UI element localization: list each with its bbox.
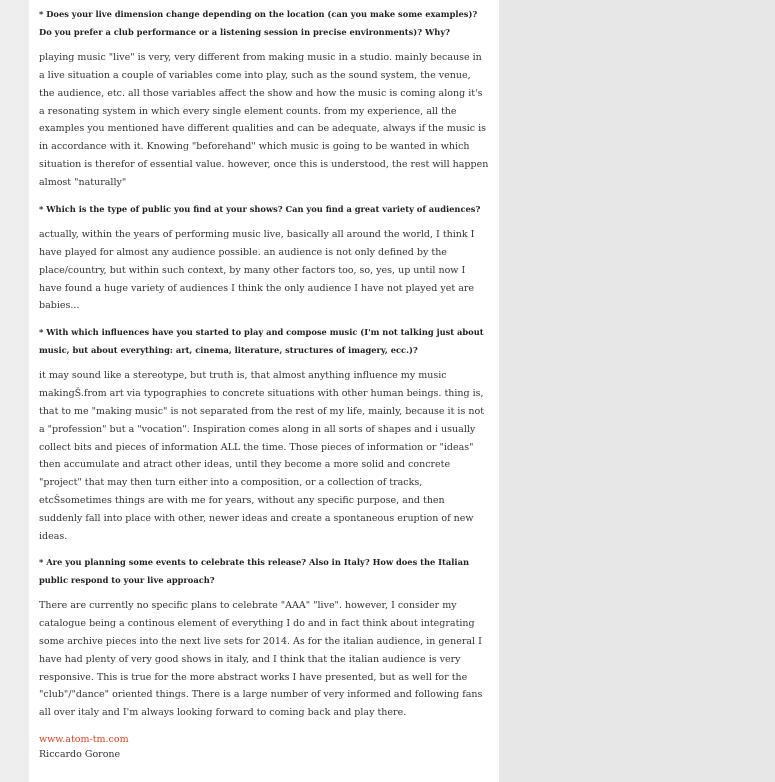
question-2: * Which is the type of public you find at your shows? Can you find a great variety of audiences? xyxy=(39,203,481,214)
answer-1: playing music "live" is very, very different from making music in a studio. mainly because in a live situation a couple of variables come into play, such as the sound system, the venue, the audience, etc. all those variables affect the show and how the music is coming along it's a resonating system in which every single element counts. from my experience, all the examples you mentioned have different qualities and can be adequate, always if the music is in accordance with it. Knowing "beforehand" which music is going to be wanted in which situation is therefor of essential value. however, once this is understood, the rest will happen almost "naturally" xyxy=(39,52,489,188)
answer-3: it may sound like a stereotype, but truth is, that almost anything influence my music makingŠ.from art via typographies to concrete situations with other human beings. thing is, that to me "making music" is not separated from the rest of my life, mainly, because it is not a "profession" but a "vocation". Inspiration comes along in all sorts of shapes and i usually collect bits and pieces of information ALL the time. Those pieces of information or "ideas" then accumulate and atract other ideas, until they become a more solid and concrete "project" that may then turn either into a composition, or a collection of tracks, etcŠsometimes things are with me for years, without any specific purpose, and then suddenly fall into place with other, newer ideas and create a spontaneous eruption of new ideas. xyxy=(39,370,485,542)
left-gutter xyxy=(0,0,29,782)
question-4: * Are you planning some events to celebrate this release? Also in Italy? How does the Italian public respond to your live approach? xyxy=(39,557,469,585)
answer-2: actually, within the years of performing music live, basically all around the world, I think I have played for almost any audience possible. an audience is not only defined by the place/country, but within such context, by many other factors too, so, yes, up until now I have found a huge variety of audiences I think the only audience I have not played yet are babies... xyxy=(39,229,475,312)
question-3: * With which influences have you started to play and compose music (I'm not talking just about music, but about everything: art, cinema, literature, structures of imagery, ecc.)? xyxy=(39,327,484,355)
answer-4: There are currently no specific plans to celebrate "AAA" "live". however, I consider my catalogue being a continous element of everything I do and in fact think about integrating some archive pieces into the next live sets for 2014. As for the italian audience, in general I have had plenty of very good shows in italy, and I think that the italian audience is very responsive. This is true for the more abstract works I have presented, but as well for the "club"/"dance" oriented things. There is a large number of very informed and following fans all over italy and I'm always looking forward to coming back and play there. xyxy=(39,600,483,719)
right-sidebar-area xyxy=(499,0,775,782)
question-1: * Does your live dimension change depending on the location (can you make some examples)? Do you prefer a club performance or a listening session in precise environments)? Why? xyxy=(39,9,478,37)
website-link[interactable]: www.atom-tm.com xyxy=(39,734,129,746)
author-name: Riccardo Gorone xyxy=(39,749,121,760)
article-body xyxy=(29,0,499,782)
